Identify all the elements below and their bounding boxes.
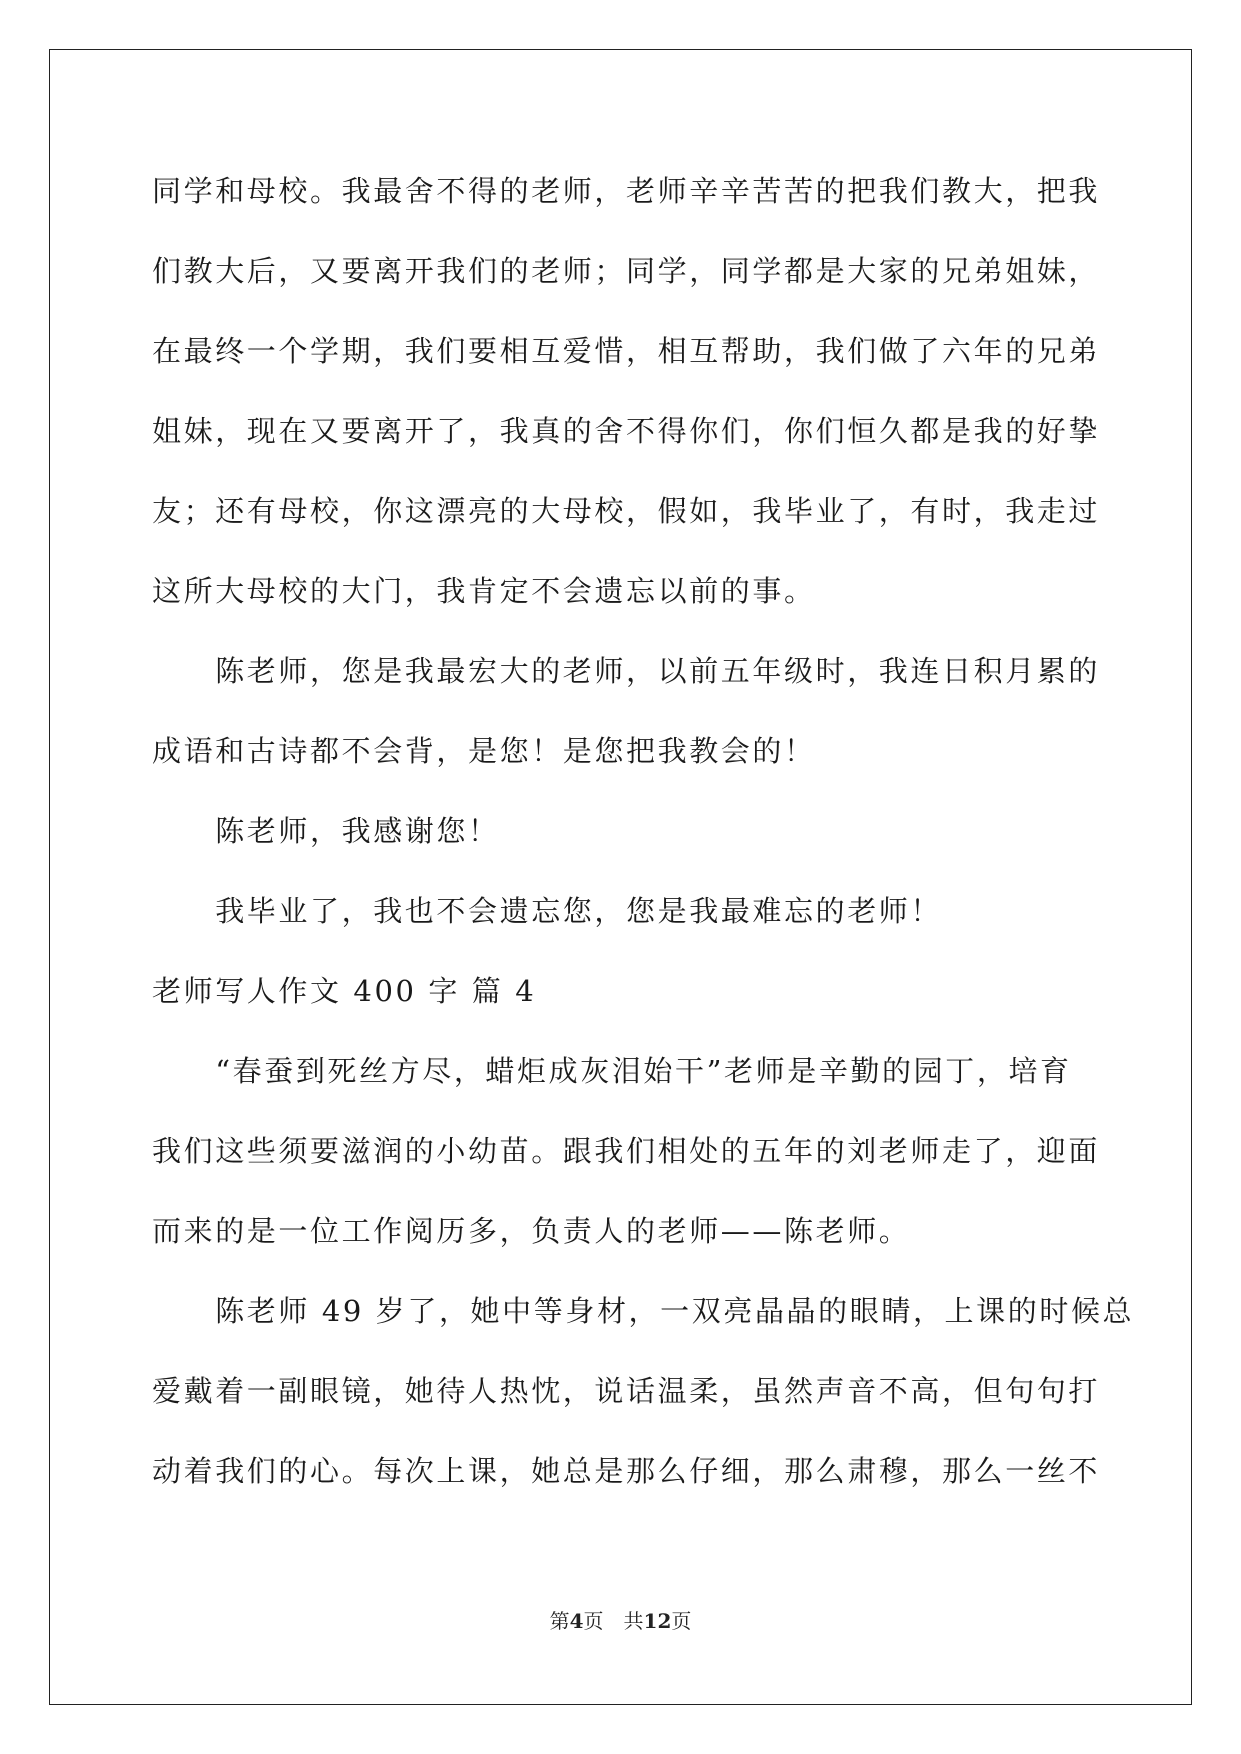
footer-total-pages: 12 xyxy=(643,1609,672,1633)
text-line: 同学和母校。我最舍不得的老师，老师辛辛苦苦的把我们教大，把我 xyxy=(152,174,1101,208)
text-line: 成语和古诗都不会背，是您！是您把我教会的！ xyxy=(152,734,816,768)
footer-prefix: 第 xyxy=(549,1609,570,1633)
text-line: 爱戴着一副眼镜，她待人热忱，说话温柔，虽然声音不高，但句句打 xyxy=(152,1374,1101,1408)
section-heading: 老师写人作文 400 字 篇 4 xyxy=(152,974,537,1008)
text-line: 陈老师，您是我最宏大的老师，以前五年级时，我连日积月累的 xyxy=(152,654,1101,688)
text-line: 这所大母校的大门，我肯定不会遗忘以前的事。 xyxy=(152,574,816,608)
text-line: 陈老师，我感谢您！ xyxy=(152,814,500,848)
text-line: 友；还有母校，你这漂亮的大母校，假如，我毕业了，有时，我走过 xyxy=(152,494,1101,528)
text-line: 陈老师 49 岁了，她中等身材，一双亮晶晶的眼睛，上课的时候总 xyxy=(152,1294,1135,1328)
footer-page-number: 4 xyxy=(569,1609,584,1633)
page-footer xyxy=(0,1605,1241,1634)
footer-suffix: 页 xyxy=(671,1609,692,1633)
text-line: 我毕业了，我也不会遗忘您，您是我最难忘的老师！ xyxy=(152,894,943,928)
text-line: 我们这些须要滋润的小幼苗。跟我们相处的五年的刘老师走了，迎面 xyxy=(152,1134,1101,1168)
text-line: “春蚕到死丝方尽，蜡炬成灰泪始干”老师是辛勤的园丁，培育 xyxy=(152,1054,1072,1088)
text-line: 在最终一个学期，我们要相互爱惜，相互帮助，我们做了六年的兄弟 xyxy=(152,334,1101,368)
text-line: 姐妹，现在又要离开了，我真的舍不得你们，你们恒久都是我的好挚 xyxy=(152,414,1101,448)
text-line: 而来的是一位工作阅历多，负责人的老师——陈老师。 xyxy=(152,1214,911,1248)
text-line: 们教大后，又要离开我们的老师；同学，同学都是大家的兄弟姐妹， xyxy=(152,254,1101,288)
text-line: 动着我们的心。每次上课，她总是那么仔细，那么肃穆，那么一丝不 xyxy=(152,1454,1101,1488)
footer-middle: 页 共 xyxy=(583,1609,644,1633)
